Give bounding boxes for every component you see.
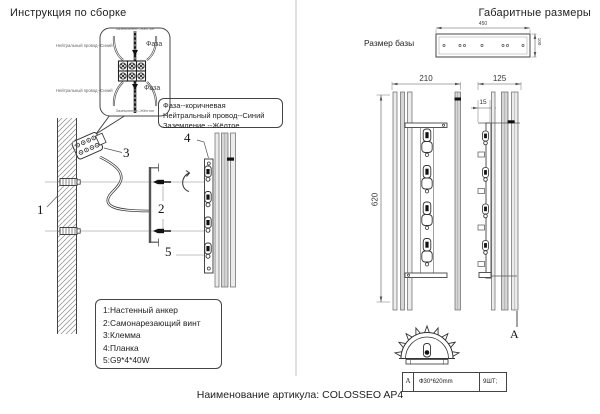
part-number-2: 2 [158, 201, 165, 216]
right-section-title: Габаритные размеры [478, 7, 591, 19]
wire-color-callout [158, 98, 283, 128]
fixture-assembly-view [205, 133, 236, 287]
wire-label-neutral-top: Нейтральный провод--Синий [56, 42, 113, 48]
wire-label-ground-bottom: Заземление--Жёлтое [115, 107, 155, 113]
section-mark-label: А [510, 327, 519, 341]
legend-item-3: 3:Клемма [103, 330, 141, 341]
legend-item-2: 2:Самонарезающий винт [103, 317, 201, 328]
wire-label-ground-top: Заземление--Жёлтое [115, 26, 155, 31]
callout-line-ground: Заземление --Жёлтое [163, 120, 240, 130]
dim-base-width: 450 [478, 20, 488, 27]
legend-item-4: 4:Планка [103, 342, 139, 353]
spec-table [402, 372, 507, 392]
legend-item-1: 1:Настенный анкер [103, 305, 178, 315]
legend-item-5: 5:G9*4*40W [103, 355, 150, 366]
spec-mark-cell: А [403, 373, 414, 391]
base-size-label: Размер базы [364, 38, 415, 48]
crown-top-view [395, 326, 460, 364]
power-wire [100, 157, 149, 211]
spec-size-cell: Ф30*620mm [419, 378, 453, 385]
left-section-title: Инструкция по сборке [10, 7, 127, 19]
dim-fixture-height: 620 [370, 192, 380, 206]
part-number-5: 5 [165, 244, 172, 259]
article-name-footer: Наименование артикула: COLOSSEO AP4 [196, 389, 404, 401]
part-number-1: 1 [37, 202, 44, 217]
wire-label-phase-top: Фаза [146, 41, 163, 48]
dim-side-width: 125 [492, 73, 507, 83]
dim-front-width: 210 [419, 73, 433, 83]
wire-label-neutral-bottom: Нейтральный провод--Синий [56, 88, 113, 93]
callout-line-neutral: Нейтральный провод--Синий [163, 110, 265, 120]
dim-glass-offset: 15 [479, 99, 487, 106]
part-number-3: 3 [123, 145, 130, 160]
screw-top-icon [153, 180, 171, 184]
base-size-drawing [436, 27, 537, 57]
part-number-4: 4 [184, 130, 191, 145]
wall-anchor-bottom [60, 228, 80, 235]
rotate-arrow-icon [183, 171, 190, 192]
side-view-drawing [471, 82, 521, 327]
spec-qty-cell: 9ШТ; [479, 373, 506, 391]
screw-bottom-icon [153, 229, 171, 233]
dim-base-depth: 100 [536, 37, 542, 46]
wire-label-phase-bottom: Фаза [144, 85, 161, 92]
front-view-drawing [377, 82, 462, 310]
callout-line-phase: Фаза--коричневая [163, 101, 226, 110]
parts-legend [95, 299, 222, 369]
wall-anchor-top [60, 179, 80, 186]
wall-graphic [58, 118, 77, 334]
